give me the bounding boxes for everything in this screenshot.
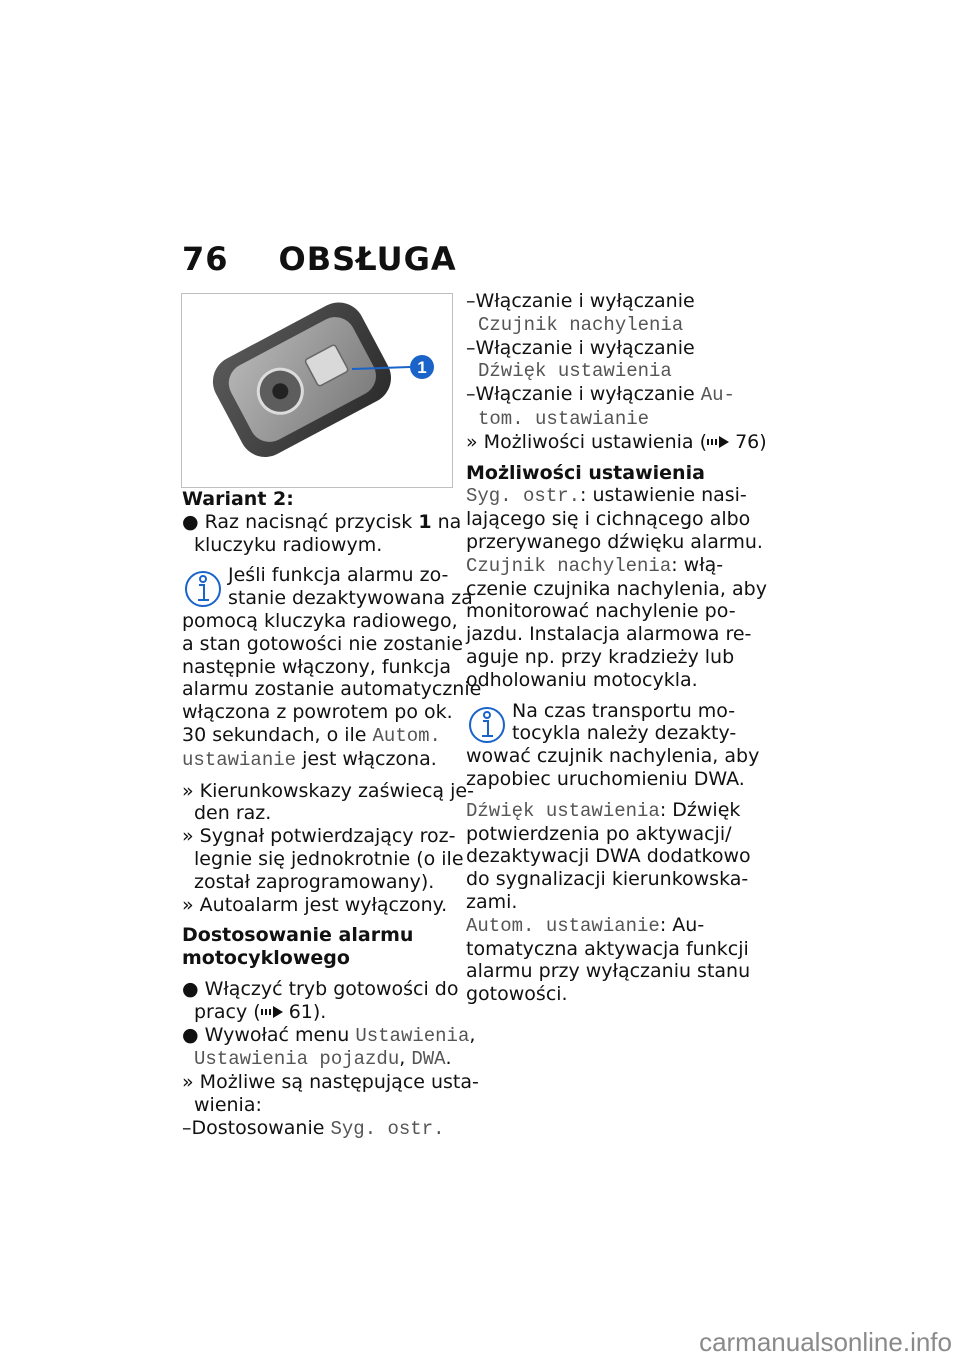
callout-label: 1 [417, 358, 427, 377]
variant-heading: Wariant 2: [182, 488, 294, 510]
page-title: OBSŁUGA [278, 240, 457, 278]
info-icon [182, 568, 224, 610]
section-heading: Dostosowanie alarmu [182, 924, 414, 947]
info-note-1: Jeśli funkcja alarmu zo- stanie dezaktywowana za pomocą kluczyka radiowego, a stan gotowości nie zostanie następnie włączony, funkcja alarmu zostanie automatycznie włączona z powrotem po ok. 30 sekundach, o ile Autom. ustawianie jest włączona. [182, 564, 482, 771]
result-3: » Autoalarm jest wyłączony. [182, 893, 448, 916]
left-column: Wariant 2: ● Raz nacisnąć przycisk 1 na kluczyku radiowym. Jeśli funkcja alarmu zo- stanie dezaktywowana za pomocą kluczyka radiowego, a stan gotowości nie zostanie następnie włączony, funkcja alarmu zostanie automatycznie włączona z powrotem po ok. 30 sekundach, o ile Autom. ustawianie jest włączona. » Kierunkowskazy zaświecą je- den raz. » Sygnał potwierdzający roz- legnie się jednokrotnie (o ile został zaprogramowany). » Autoalarm jest wyłączony. Dostosowanie alarmu motocyklowego ● Włączyć tryb gotowości do pracy ( 61). ● Wywołać menu Ustawienia, Ustawienia pojazdu, DWA. » Możliwe są następujące usta- wienia: –Dostosowanie Syg. ostr. [182, 488, 482, 1140]
option-1: –Dostosowanie Syg. ostr. [182, 1116, 445, 1140]
adjust-step-2: ● Wywołać menu Ustawienia, [182, 1023, 476, 1047]
result-2: » Sygnał potwierdzający roz- [182, 825, 456, 848]
page-header [182, 240, 457, 278]
result-1: » Kierunkowskazy zaświecą je- [182, 779, 474, 802]
page-reference-icon [261, 1006, 283, 1018]
page-reference-icon [707, 436, 729, 448]
right-column: –Włączanie i wyłączanie Czujnik nachylenia –Włączanie i wyłączanie Dźwięk ustawienia –Włączanie i wyłączanie Au- tom. ustawianie » Możliwości ustawienia ( 76) Możliwości ustawienia Syg. ostr.: ustawienie nasi- lającego się i cichnącego albo przerywanego dźwięku alarmu. Czujnik nachylenia: włą- czenie czujnika nachylenia, aby monitorować nachylenie po- jazdu. Instalacja alarmowa re- aguje np. przy kradzieży lub odholowaniu motocykla. Na czas transportu mo- tocykla należy dezakty- wować czujnik nachylenia, aby zapobiec uruchomieniu DWA. Dźwięk ustawienia: Dźwięk potwierdzenia po aktywacji/ dezaktywacji DWA dodatkowo do sygnalizacji kierunkowska- zami. Autom. ustawianie: Au- tomatyczna aktywacja funkcji alarmu przy wyłączaniu stanu gotowości. [466, 290, 767, 1006]
page-number: 76 [182, 240, 229, 278]
key-fob-illustration [181, 293, 453, 488]
setting-siren: Syg. ostr.: ustawienie nasi- [466, 484, 747, 508]
options-result: » Możliwości ustawienia ( 76) [466, 430, 767, 453]
setting-tilt: Czujnik nachylenia: włą- [466, 553, 724, 577]
info-icon [466, 704, 508, 746]
setting-sound: Dźwięk ustawienia: Dźwięk [466, 798, 741, 822]
option-4: –Włączanie i wyłączanie Au- [466, 383, 735, 407]
step-1: ● Raz nacisnąć przycisk 1 na [182, 510, 462, 533]
setting-auto: Autom. ustawianie: Au- [466, 913, 705, 937]
option-2: –Włączanie i wyłączanie [466, 290, 695, 312]
adjust-result: » Możliwe są następujące usta- [182, 1071, 479, 1094]
adjust-step-1: ● Włączyć tryb gotowości do [182, 977, 459, 1000]
watermark: carmanualsonline.info [699, 1327, 952, 1357]
option-3: –Włączanie i wyłączanie [466, 336, 695, 359]
settings-heading: Możliwości ustawienia [466, 461, 705, 484]
info-note-2: Na czas transportu mo- tocykla należy dezakty- wować czujnik nachylenia, aby zapobiec uruchomieniu DWA. [466, 699, 760, 790]
